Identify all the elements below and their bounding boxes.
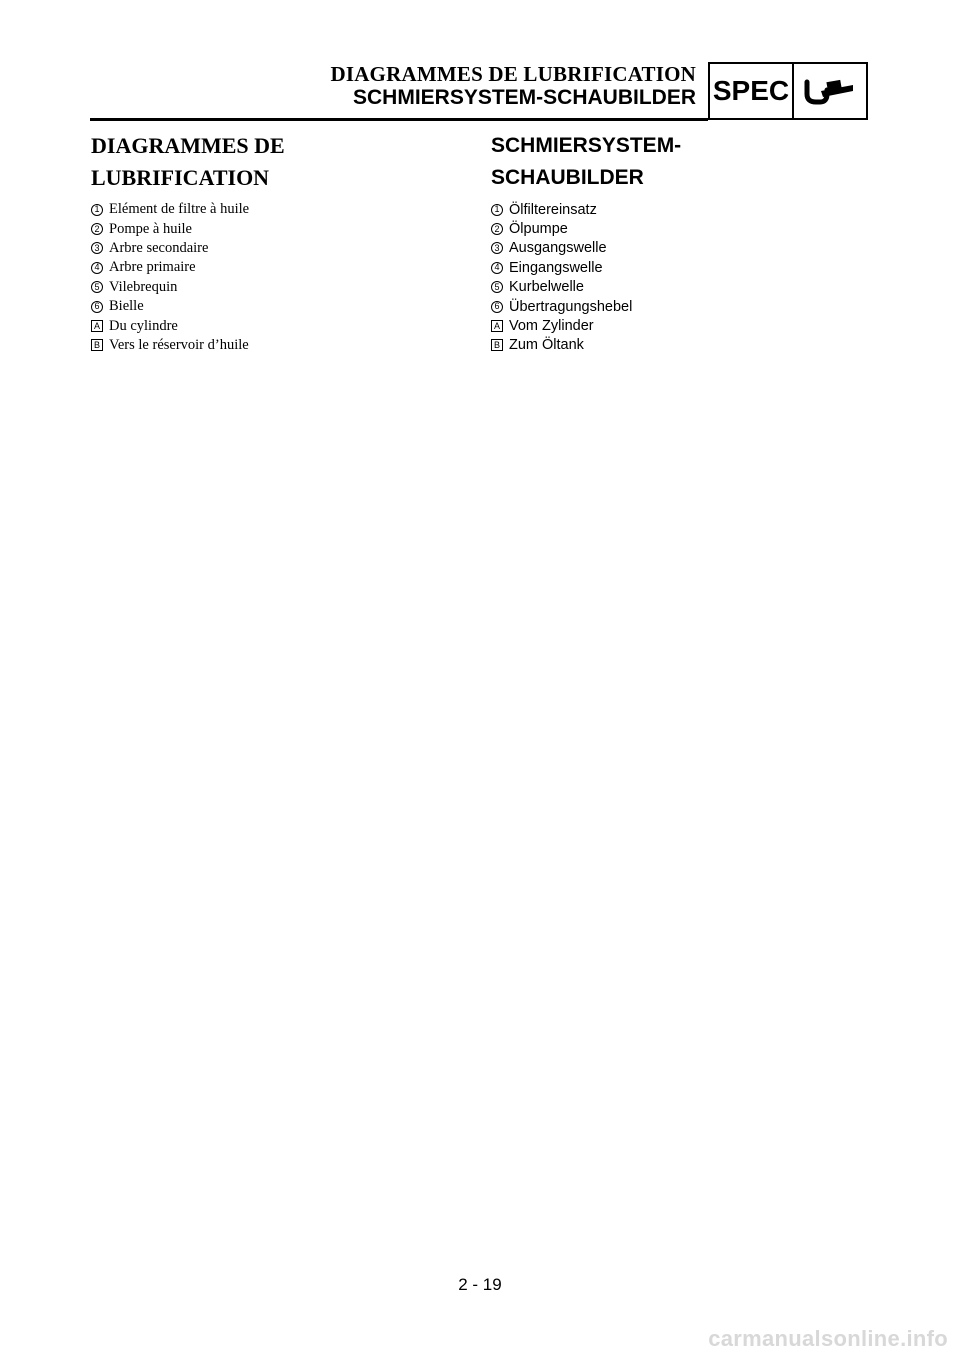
- french-section-title: [91, 130, 471, 194]
- legend-item: [491, 336, 871, 355]
- german-title-line2: SCHAUBILDER: [491, 166, 644, 189]
- legend-item-text: Vom Zylinder: [509, 318, 594, 335]
- german-title-line1: SCHMIERSYSTEM-: [491, 134, 682, 157]
- legend-item-text: Pompe à huile: [109, 220, 192, 237]
- legend-letter-marker: B: [491, 339, 503, 351]
- french-title-line2: LUBRIFICATION: [91, 165, 270, 190]
- watermark: carmanualsonline.info: [708, 1326, 948, 1351]
- legend-item: [91, 239, 471, 258]
- legend-item: [491, 200, 871, 219]
- german-section-title: [491, 130, 871, 194]
- legend-number-marker: 2: [91, 223, 103, 235]
- legend-item-text: Vers le réservoir d’huile: [109, 336, 249, 353]
- legend-item-text: Ölfiltereinsatz: [509, 201, 597, 218]
- legend-item: [491, 278, 871, 297]
- header-title-fr: DIAGRAMMES DE LUBRIFICATION: [330, 62, 696, 86]
- page-number: 2 - 19: [458, 1275, 502, 1294]
- legend-letter-marker: A: [91, 320, 103, 332]
- section-badge: [708, 62, 868, 120]
- legend-number-marker: 5: [491, 281, 503, 293]
- header-rule: [90, 118, 708, 121]
- legend-item-text: Übertragungshebel: [509, 298, 633, 315]
- legend-item-text: Vilebrequin: [109, 278, 178, 295]
- legend-item: [491, 316, 871, 335]
- legend-item-text: Arbre secondaire: [109, 239, 209, 256]
- legend-item: [491, 219, 871, 238]
- legend-item: [491, 297, 871, 316]
- legend-number-marker: 4: [91, 262, 103, 274]
- legend-item-text: Elément de filtre à huile: [109, 201, 250, 218]
- french-column: [91, 130, 471, 355]
- german-column: [491, 130, 871, 355]
- legend-item: [91, 219, 471, 238]
- french-title-line1: DIAGRAMMES DE: [91, 133, 285, 158]
- legend-item-text: Ausgangswelle: [509, 240, 607, 257]
- legend-letter-marker: B: [91, 339, 103, 351]
- legend-number-marker: 2: [491, 223, 503, 235]
- legend-number-marker: 3: [91, 242, 103, 254]
- legend-item-text: Du cylindre: [109, 317, 178, 334]
- legend-item-text: Ölpumpe: [509, 221, 568, 238]
- legend-item-text: Eingangswelle: [509, 259, 603, 276]
- legend-number-marker: 6: [491, 301, 503, 313]
- legend-number-marker: 4: [491, 262, 503, 274]
- header-title-de: SCHMIERSYSTEM-SCHAUBILDER: [352, 86, 696, 109]
- legend-item-text: Bielle: [109, 298, 144, 315]
- legend-number-marker: 1: [91, 204, 103, 216]
- legend-item-text: Kurbelwelle: [509, 279, 584, 296]
- legend-item: [491, 239, 871, 258]
- legend-number-marker: 1: [491, 204, 503, 216]
- legend-number-marker: 5: [91, 281, 103, 293]
- spec-label: SPEC: [710, 64, 794, 118]
- legend-item: [91, 200, 471, 219]
- legend-item: [91, 316, 471, 335]
- legend-item: [91, 278, 471, 297]
- legend-item: [91, 297, 471, 316]
- feeler-gauge-icon: [794, 64, 866, 118]
- legend-number-marker: 3: [491, 242, 503, 254]
- legend-item: [91, 336, 471, 355]
- german-legend-list: [491, 200, 871, 355]
- legend-number-marker: 6: [91, 301, 103, 313]
- french-legend-list: [91, 200, 471, 355]
- legend-letter-marker: A: [491, 320, 503, 332]
- legend-item: [91, 258, 471, 277]
- legend-item: [491, 258, 871, 277]
- legend-item-text: Zum Öltank: [509, 337, 584, 354]
- legend-item-text: Arbre primaire: [109, 259, 196, 276]
